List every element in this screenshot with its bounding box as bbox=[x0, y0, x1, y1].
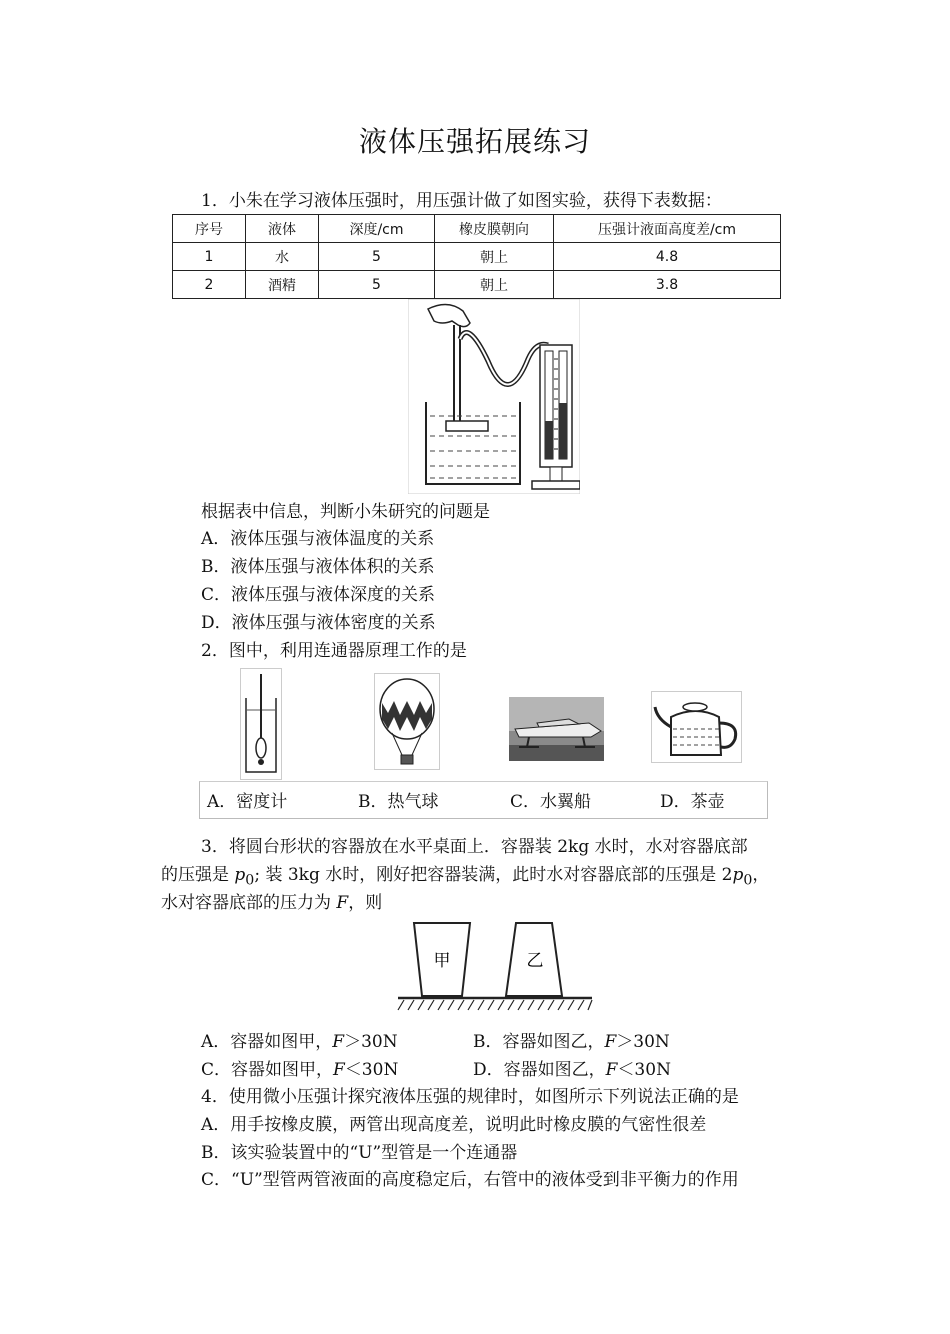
label-yi: 乙 bbox=[526, 951, 544, 971]
table-header-cell: 压强计液面高度差/cm bbox=[554, 215, 781, 243]
q3-option-b bbox=[473, 1027, 670, 1052]
table-header-cell: 橡皮膜朝向 bbox=[435, 215, 554, 243]
q2-option-d: D．茶壶 bbox=[660, 792, 725, 812]
table-cell: 朝上 bbox=[435, 271, 554, 299]
q1-data-table bbox=[172, 214, 781, 299]
force-symbol: F bbox=[336, 893, 349, 913]
q2-option-a: A．密度计 bbox=[207, 792, 288, 812]
p0-symbol: p bbox=[234, 865, 246, 885]
q3-option-d-suffix: ＜30N bbox=[617, 1060, 671, 1080]
table-cell: 5 bbox=[319, 271, 435, 299]
p0-symbol-2: p bbox=[732, 865, 744, 885]
table-header-cell: 液体 bbox=[246, 215, 319, 243]
q1-option-c: C．液体压强与液体深度的关系 bbox=[201, 585, 436, 605]
q1-question: 根据表中信息，判断小朱研究的问题是 bbox=[201, 502, 490, 522]
q3-option-a-suffix: ＞30N bbox=[344, 1032, 398, 1052]
force-symbol: F bbox=[605, 1060, 618, 1080]
force-symbol: F bbox=[333, 1060, 345, 1080]
table-cell: 1 bbox=[173, 243, 246, 271]
pressure-gauge-figure bbox=[408, 299, 580, 494]
table-cell: 3.8 bbox=[554, 271, 781, 299]
page-title: 液体压强拓展练习 bbox=[358, 125, 591, 158]
hot-air-balloon-image bbox=[374, 673, 440, 770]
q1-option-b: B．液体压强与液体体积的关系 bbox=[201, 557, 435, 577]
q3-line-3 bbox=[161, 888, 382, 913]
force-symbol: F bbox=[604, 1032, 617, 1052]
q3-option-a-prefix: A．容器如图甲， bbox=[201, 1032, 333, 1052]
q3-option-d-prefix: D．容器如图乙， bbox=[473, 1060, 606, 1080]
q3-line-3-text-a: 水对容器底部的压力为 bbox=[161, 893, 337, 913]
p0-subscript: 0 bbox=[245, 872, 255, 889]
force-symbol: F bbox=[332, 1032, 345, 1052]
table-header-cell: 序号 bbox=[173, 215, 246, 243]
q3-option-c-suffix: ＜30N bbox=[344, 1060, 399, 1080]
label-jia: 甲 bbox=[433, 951, 451, 971]
q1-stem: 1．小朱在学习液体压强时，用压强计做了如图实验，获得下表数据： bbox=[201, 191, 722, 211]
table-header-row bbox=[173, 215, 781, 243]
table-header-cell: 深度/cm bbox=[319, 215, 435, 243]
table-cell: 酒精 bbox=[246, 271, 319, 299]
q3-line-2 bbox=[161, 860, 769, 888]
q3-option-d bbox=[473, 1055, 671, 1080]
table-cell: 4.8 bbox=[554, 243, 781, 271]
q4-stem: 4．使用微小压强计探究液体压强的规律时，如图所示下列说法正确的是 bbox=[201, 1087, 739, 1107]
q2-stem: 2．图中，利用连通器原理工作的是 bbox=[201, 641, 467, 661]
table-cell: 朝上 bbox=[435, 243, 554, 271]
p0-subscript-2: 0 bbox=[743, 872, 753, 889]
q1-option-a: A．液体压强与液体温度的关系 bbox=[201, 529, 435, 549]
table-row bbox=[173, 271, 781, 299]
q2-option-c: C．水翼船 bbox=[510, 792, 592, 812]
hydrofoil-boat-image bbox=[509, 697, 604, 761]
q3-line-2-text-a: 的压强是 bbox=[161, 865, 235, 885]
q2-option-b: B．热气球 bbox=[358, 792, 439, 812]
table-row bbox=[173, 243, 781, 271]
containers-figure bbox=[394, 914, 594, 1014]
q3-option-b-suffix: ＞30N bbox=[616, 1032, 670, 1052]
teapot-image bbox=[651, 691, 742, 763]
q3-option-a bbox=[201, 1027, 398, 1052]
q3-line-1: 3．将圆台形状的容器放在水平桌面上．容器装 2kg 水时，水对容器底部 bbox=[201, 837, 748, 857]
q3-option-b-prefix: B．容器如图乙， bbox=[473, 1032, 605, 1052]
q3-option-c-prefix: C．容器如图甲， bbox=[201, 1060, 334, 1080]
q3-option-c bbox=[201, 1055, 398, 1080]
q3-line-2-end: ， bbox=[752, 865, 770, 885]
q3-line-3-text-b: ，则 bbox=[348, 893, 383, 913]
q1-option-d: D．液体压强与液体密度的关系 bbox=[201, 613, 436, 633]
densimeter-image bbox=[240, 668, 282, 780]
q4-option-b: B．该实验装置中的“U”型管是一个连通器 bbox=[201, 1143, 518, 1163]
q4-option-c: C．“U”型管两管液面的高度稳定后，右管中的液体受到非平衡力的作用 bbox=[201, 1170, 739, 1190]
table-cell: 水 bbox=[246, 243, 319, 271]
table-cell: 2 bbox=[173, 271, 246, 299]
q3-line-2-text-b: ; 装 3kg 水时，刚好把容器装满，此时水对容器底部的压强是 2 bbox=[254, 865, 733, 885]
table-cell: 5 bbox=[319, 243, 435, 271]
q4-option-a: A．用手按橡皮膜，两管出现高度差，说明此时橡皮膜的气密性很差 bbox=[201, 1115, 707, 1135]
